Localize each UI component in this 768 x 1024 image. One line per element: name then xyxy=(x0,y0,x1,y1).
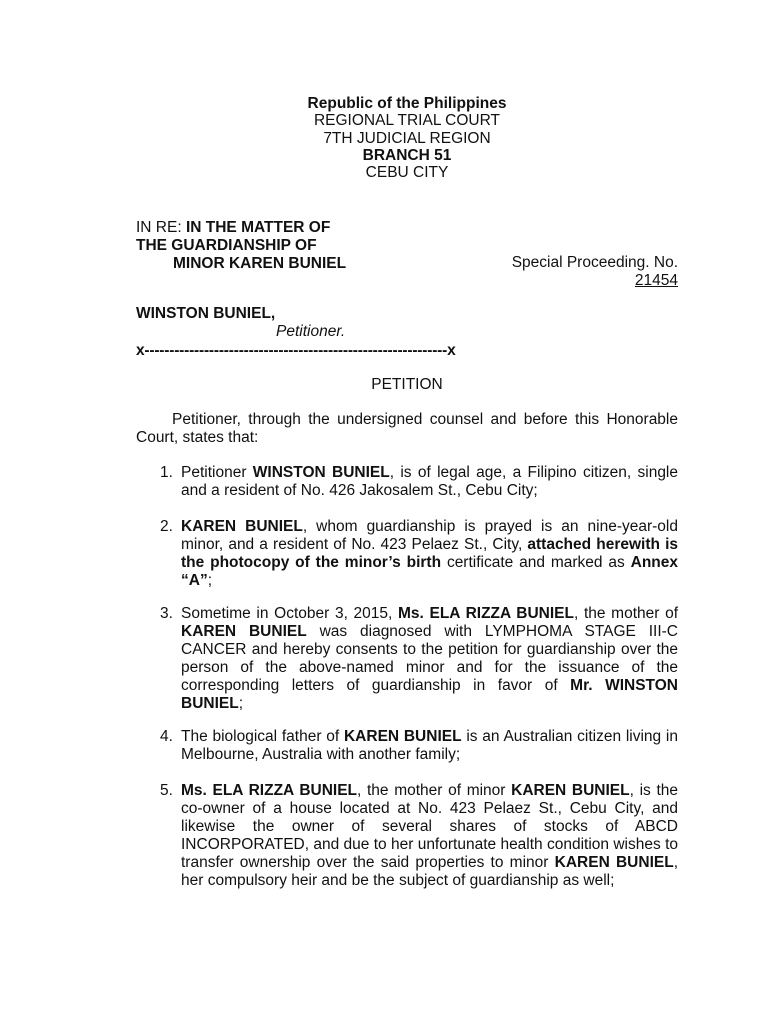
case-title-line-3: MINOR KAREN BUNIEL xyxy=(173,255,347,272)
caption-republic: Republic of the Philippines xyxy=(307,95,507,112)
caption-divider: x-------------------------------------------------------------x xyxy=(136,342,456,359)
list-item xyxy=(160,605,678,713)
list-item xyxy=(160,518,678,590)
caption-court: REGIONAL TRIAL COURT xyxy=(313,112,501,130)
list-item-number: 2. xyxy=(160,518,173,535)
list-item xyxy=(160,464,678,500)
proceeding-label: Special Proceeding. No. xyxy=(511,254,678,271)
list-item xyxy=(160,782,678,890)
court-caption xyxy=(0,95,768,181)
case-title-line-1: IN RE: IN THE MATTER OF xyxy=(136,219,331,236)
list-item-number: 3. xyxy=(160,605,173,622)
proceeding-value: 21454 xyxy=(634,272,678,289)
petitioner-block xyxy=(136,305,345,341)
list-item-number: 4. xyxy=(160,728,173,745)
petitioner-role: Petitioner. xyxy=(276,323,346,340)
list-item-number: 5. xyxy=(160,782,173,799)
list-item-number: 1. xyxy=(160,464,173,481)
proceeding-number xyxy=(512,254,678,290)
case-title xyxy=(136,219,346,273)
caption-region: 7TH JUDICIAL REGION xyxy=(323,129,491,147)
caption-branch: BRANCH 51 xyxy=(362,146,452,164)
list-item xyxy=(160,728,678,764)
document-title: PETITION xyxy=(371,376,443,393)
list-item-text: Sometime in October 3, 2015, Ms. ELA RIZZA BUNIEL, the mother of KAREN BUNIEL was diagnosed with LYMPHOMA STAGE III-C CANCER and hereby consents to the petition for guardianship over the person of the above-named minor and for the issuance of the corresponding letters of guardianship in favor of Mr. WINSTON BUNIEL; xyxy=(181,605,679,712)
list-item-text: Petitioner WINSTON BUNIEL, is of legal age, a Filipino citizen, single and a resident of No. 426 Jakosalem St., Cebu City; xyxy=(181,464,679,499)
list-item-text: Ms. ELA RIZZA BUNIEL, the mother of minor KAREN BUNIEL, is the co-owner of a house located at No. 423 Pelaez St., Cebu City, and likewise the owner of several shares of stocks of ABCD INCORPORATED, and due to her unfortunate health condition wishes to transfer ownership over the said properties to minor KAREN BUNIEL, her compulsory heir and be the subject of guardianship as well; xyxy=(181,782,678,889)
list-item-text: The biological father of KAREN BUNIEL is an Australian citizen living in Melbourne, Australia with another family; xyxy=(181,728,678,763)
list-item-text: KAREN BUNIEL, whom guardianship is prayed is an nine-year-old minor, and a resident of No. 423 Pelaez St., City, attached herewith is the photocopy of the minor’s birth certificate and marked as Annex “A”; xyxy=(181,518,679,589)
caption-city: CEBU CITY xyxy=(365,164,449,182)
intro-paragraph: Petitioner, through the undersigned counsel and before this Honorable Court, states that: xyxy=(136,411,678,446)
petitioner-name: WINSTON BUNIEL, xyxy=(136,305,276,322)
case-title-line-2: THE GUARDIANSHIP OF xyxy=(136,237,317,254)
